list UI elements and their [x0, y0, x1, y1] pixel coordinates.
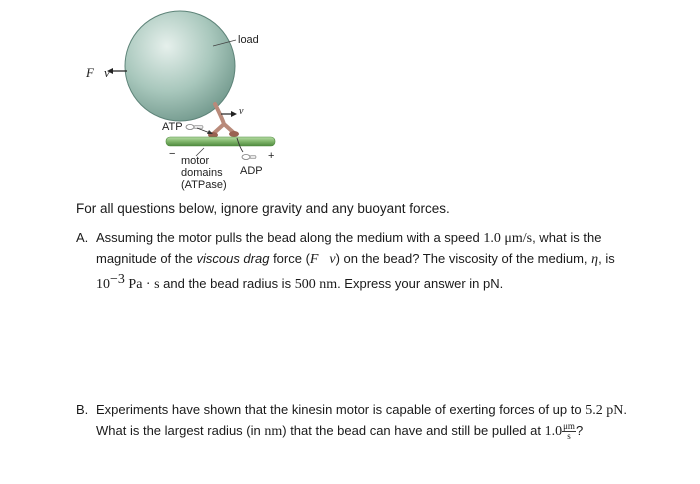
- question-a-line3: $10^{-3}$ Pa · s and the bead radius is 500 nm. Express your answer in pN.: [96, 272, 504, 292]
- question-b-text: [96, 400, 686, 442]
- question-a-letter: A.: [76, 230, 89, 245]
- question-b-line1: Experiments have shown that the kinesin motor is capable of exerting forces of up to 5.2 pN.: [96, 402, 627, 418]
- question-a-text: [96, 228, 686, 295]
- plus-end-label: +: [268, 150, 275, 162]
- load-label: load: [238, 34, 259, 46]
- drag-force-symbol: F⃗v: [86, 65, 110, 80]
- atp-molecule-icon: [186, 125, 203, 130]
- motor-label-line2: domains: [181, 167, 223, 179]
- bead: [125, 11, 235, 121]
- velocity-label: v: [239, 106, 244, 117]
- adp-molecule-icon: [242, 155, 256, 160]
- motor-label-line3: (ATPase): [181, 179, 227, 191]
- intro-text: For all questions below, ignore gravity and any buoyant forces.: [76, 201, 450, 216]
- question-b-letter: B.: [76, 402, 89, 417]
- speed-unit-fraction: $\frac{\mu m}{s}$: [563, 421, 575, 442]
- velocity-arrowhead: [231, 111, 237, 117]
- motor-head-right: [229, 131, 239, 137]
- motor-stalk: [213, 104, 234, 134]
- adp-label: ADP: [240, 165, 263, 177]
- minus-end-label: −: [169, 148, 176, 160]
- microtubule: [166, 137, 275, 146]
- question-a-line1: Assuming the motor pulls the bead along the medium with a speed 1.0 μm/s, what is the: [96, 230, 602, 246]
- motor-label-line1: motor: [181, 155, 210, 167]
- question-a-line2: magnitude of the viscous drag force (F⃗v) on the bead? The viscosity of the medium, η, is: [96, 251, 615, 267]
- question-b-line2: What is the largest radius (in nm) that the bead can have and still be pulled at 1.0 $\frac{\mu m}{s}$ ?: [96, 421, 584, 442]
- kinesin-bead-figure: [0, 0, 700, 200]
- atp-label: ATP: [162, 121, 183, 133]
